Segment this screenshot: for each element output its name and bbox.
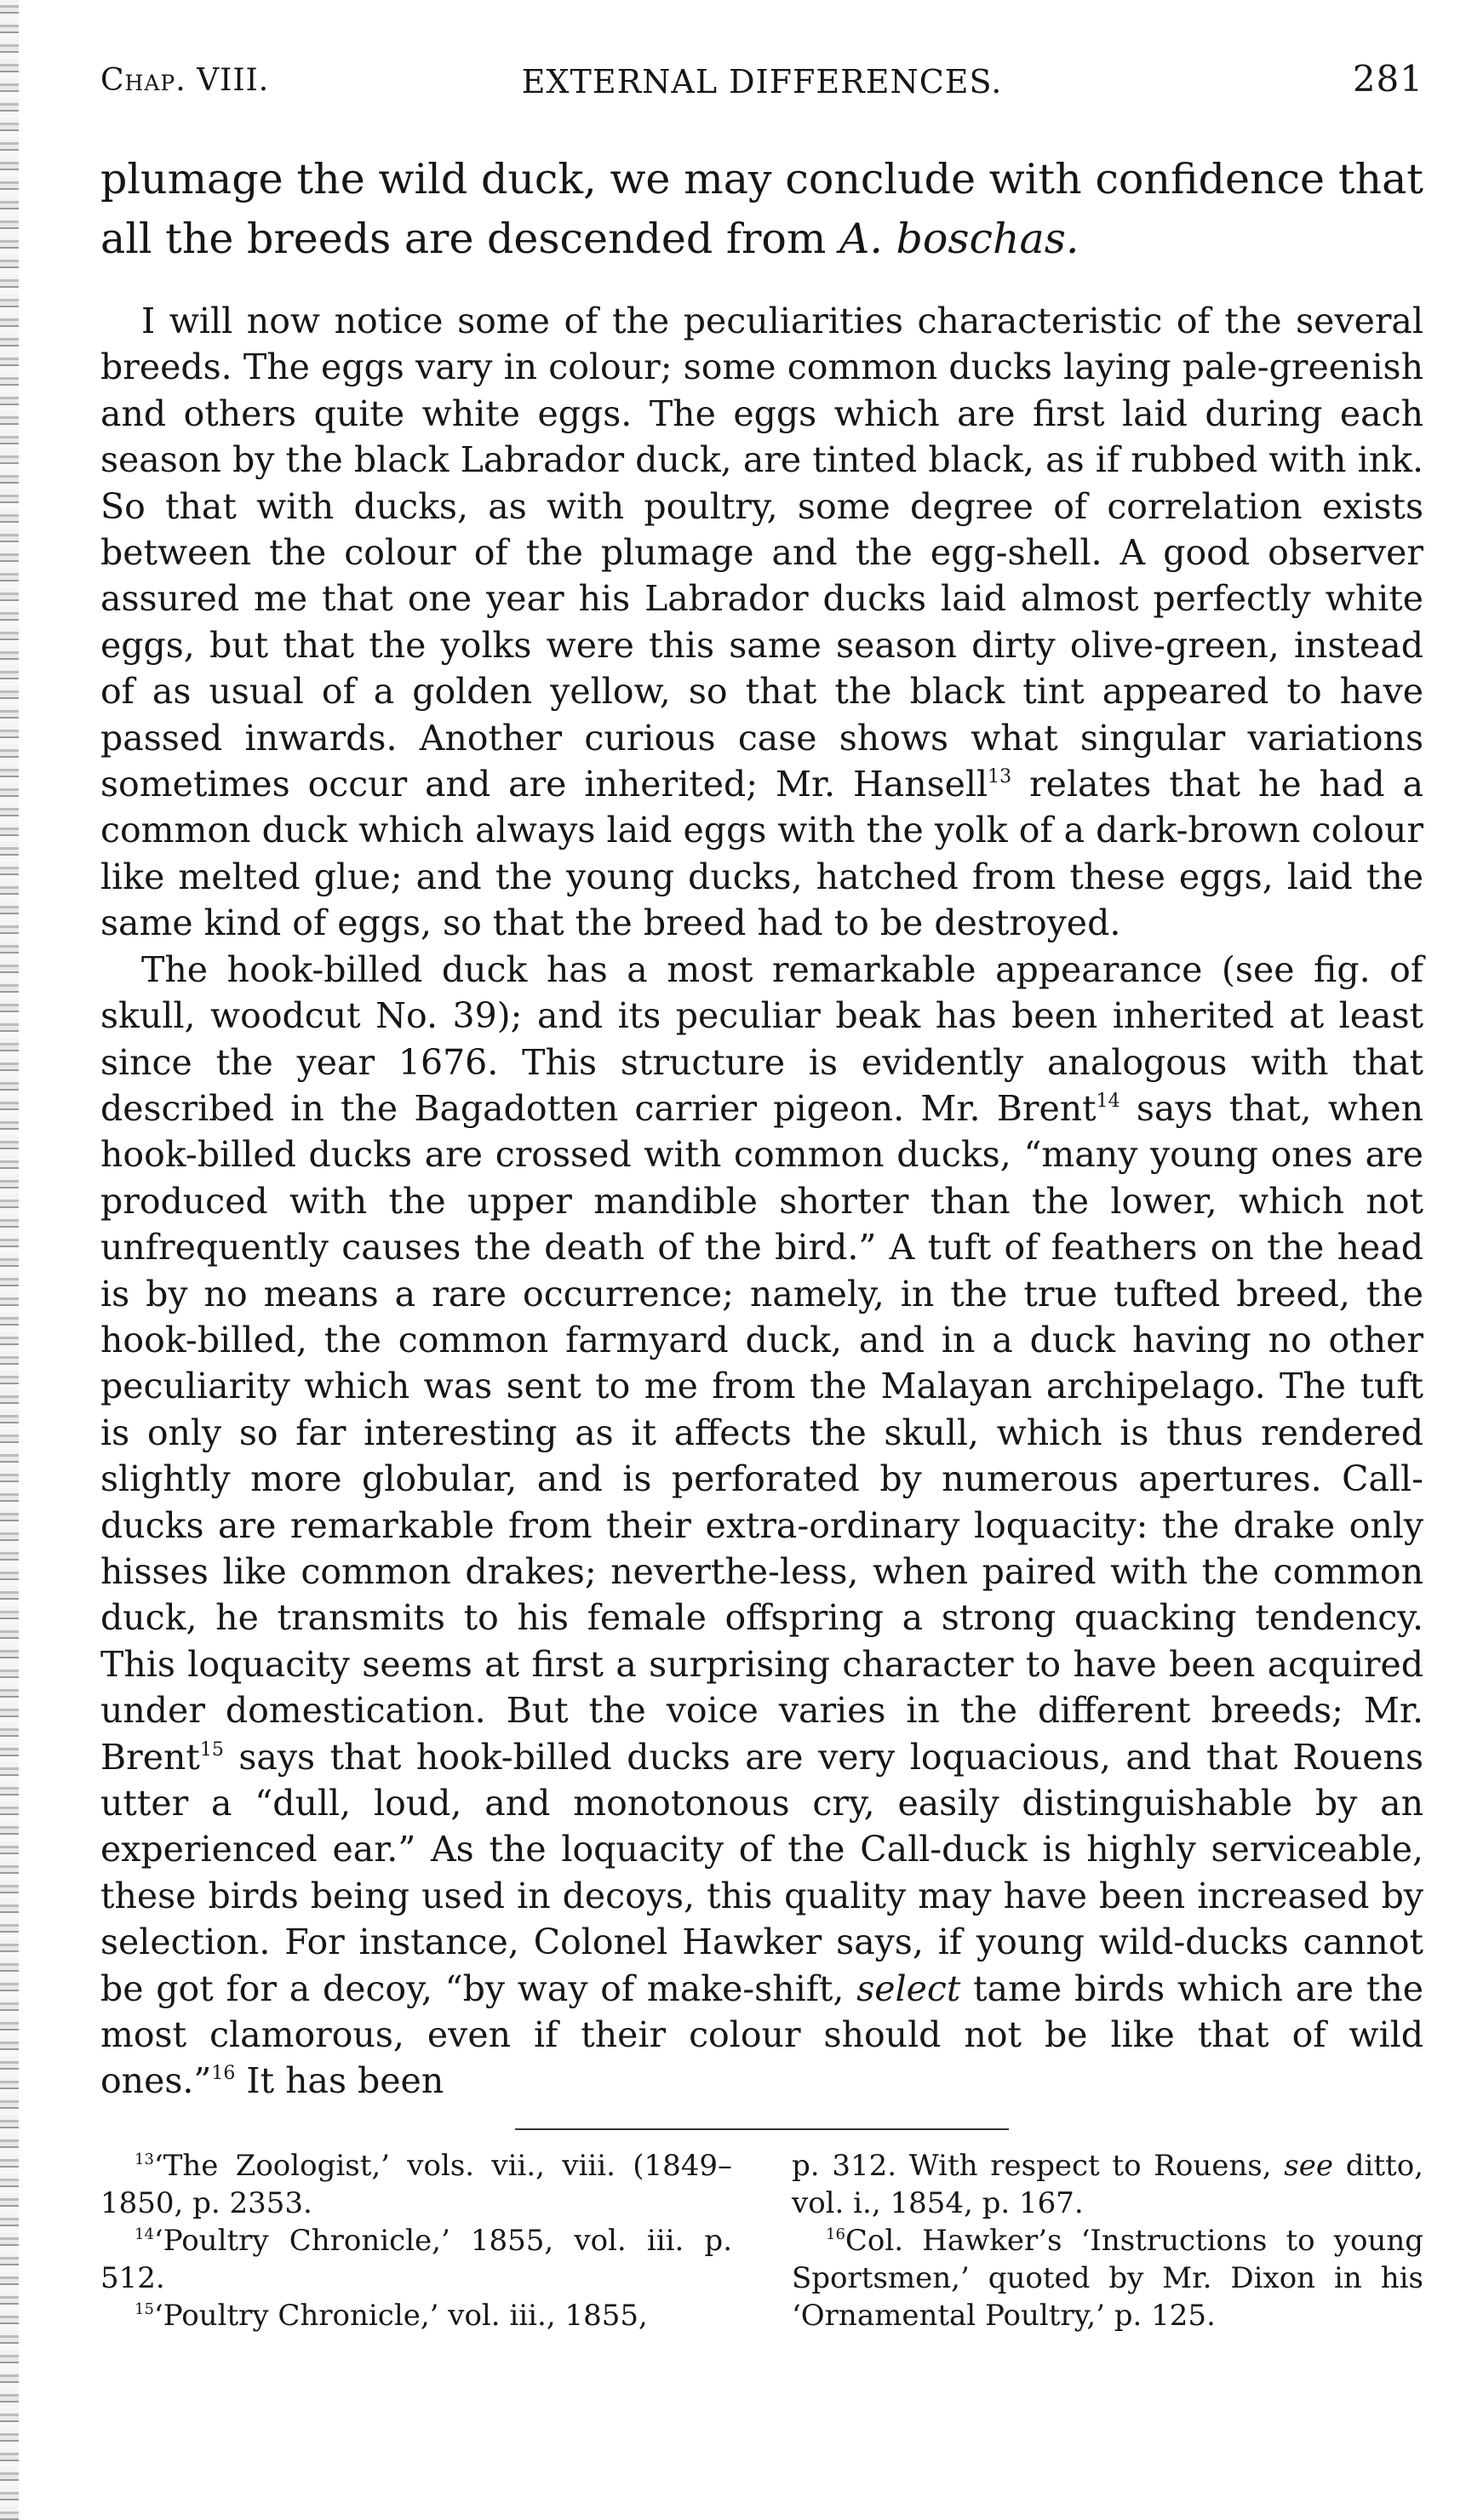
page-binding-edge [0, 0, 19, 2520]
paragraph-eggs-text-a: I will now notice some of the peculiarities characteristic of the several breeds. The eggs vary in colour; some common ducks laying pale-greenish and others quite white eggs. The eggs which are first laid during each season by the black Labrador duck, are tinted black, as if rubbed with ink. So that with ducks, as with poultry, some degree of correlation exists between the colour of the plumage and the egg-shell. A good observer assured me that one year his Labrador ducks laid almost perfectly white eggs, but that the yolks were this same season dirty olive-green, instead of as usual of a golden yellow, so that the black tint appeared to have passed inwards. Another curious case shows what singular variations sometimes occur and are inherited; Mr. Hansell [100, 301, 1423, 805]
footnote-16-number: 16 [826, 2225, 845, 2243]
paragraph-eggs [100, 298, 1423, 947]
footnote-ref-13[interactable]: 13 [988, 766, 1012, 788]
paragraph-eggs-text-b: relates that he had a common duck which always laid eggs with the yolk of a dark-brown colour like melted glue; and the young ducks, hatched from these eggs, laid the same kind of eggs, so that the breed had to be destroyed. [100, 764, 1423, 944]
paragraph-hook-text-b: says that, when hook-billed ducks are crossed with common ducks, “many young ones are produced with the upper mandible shorter than the lower, which not unfrequently causes the death of the bird.” A tuft of feathers on the head is by no means a rare occurrence; namely, in the true tufted breed, the hook-billed, the common farmyard duck, and in a duck having no other peculiarity which was sent to me from the Malayan archipelago. The tuft is only so far interesting as it affects the skull, which is thus rendered slightly more globular, and is perforated by numerous apertures. Call-ducks are remarkable from their extra-ordinary loquacity: the drake only hisses like common drakes; neverthe-less, when paired with the common duck, he transmits to his female offspring a strong quacking tendency. This loquacity seems at first a surprising character to have been acquired under domestication. But the voice varies in the different breeds; Mr. Brent [100, 1087, 1423, 1778]
footnote-13 [100, 2147, 732, 2222]
footnote-ref-14[interactable]: 14 [1096, 1090, 1120, 1112]
footnote-15 [100, 2297, 732, 2334]
page-number: 281 [1352, 58, 1423, 100]
footnote-16-text: Col. Hawker’s ‘Instructions to young Sportsmen,’ quoted by Mr. Dixon in his ‘Ornamental Poultry,’ p. 125. [792, 2223, 1423, 2333]
footnote-15-cont-a: p. 312. With respect to Rouens, [792, 2148, 1285, 2183]
footnotes-left-column [100, 2147, 732, 2334]
body-text [100, 298, 1423, 2105]
page-running-title: EXTERNAL DIFFERENCES. [521, 63, 1003, 100]
footnote-15-cont-b: ditto, vol. i., 1854, p. 167. [792, 2148, 1423, 2220]
footnote-14 [100, 2222, 732, 2297]
paragraph-hook-text-a: The hook-billed duck has a most remarkable appearance (see fig. of skull, woodcut No. 39); and its peculiar beak has been inherited at least since the year 1676. This structure is evidently analogous with that described in the Bagadotten carrier pigeon. Mr. Brent [100, 948, 1423, 1129]
footnote-14-text: ‘Poultry Chronicle,’ 1855, vol. iii. p. 512. [100, 2223, 732, 2295]
footnote-divider [515, 2128, 1009, 2130]
chapter-label: Chap. VIII. [100, 63, 270, 98]
footnote-15-number: 15 [135, 2300, 154, 2318]
footnote-15-text: ‘Poultry Chronicle,’ vol. iii., 1855, [153, 2298, 648, 2333]
paragraph-hook-text-d: tame birds which are the most clamorous, even if their colour should not be like that of wild ones.” [100, 1967, 1423, 2102]
footnotes [100, 2147, 1423, 2334]
emphasis-select: select [856, 1967, 961, 2009]
footnote-ref-16[interactable]: 16 [211, 2063, 236, 2085]
paragraph-hook-billed [100, 947, 1423, 2105]
footnote-ref-15[interactable]: 15 [199, 1738, 224, 1761]
footnote-13-text: ‘The Zoologist,’ vols. vii., viii. (1849–1850, p. 2353. [100, 2148, 732, 2220]
running-head [100, 53, 1423, 112]
paragraph-hook-text-c: says that hook-billed ducks are very loquacious, and that Rouens utter a “dull, loud, and monotonous cry, easily distinguishable by an experienced ear.” As the loquacity of the Call-duck is highly serviceable, these birds being used in decoys, this quality may have been increased by selection. For instance, Colonel Hawker says, if young wild-ducks cannot be got for a decoy, “by way of make-shift, [100, 1736, 1423, 2009]
footnote-13-number: 13 [135, 2150, 154, 2168]
footnotes-right-column [792, 2147, 1423, 2334]
continued-paragraph [100, 150, 1423, 269]
book-page [100, 53, 1423, 2334]
footnote-15-continued [792, 2147, 1423, 2222]
paragraph-hook-text-e: It has been [235, 2060, 444, 2102]
species-name: A. boschas. [839, 215, 1079, 263]
footnote-14-number: 14 [135, 2225, 154, 2243]
footnote-15-see: see [1284, 2148, 1333, 2183]
footnote-16 [792, 2222, 1423, 2334]
intro-text: plumage the wild duck, we may conclude with confidence that all the breeds are descended from [100, 155, 1423, 263]
